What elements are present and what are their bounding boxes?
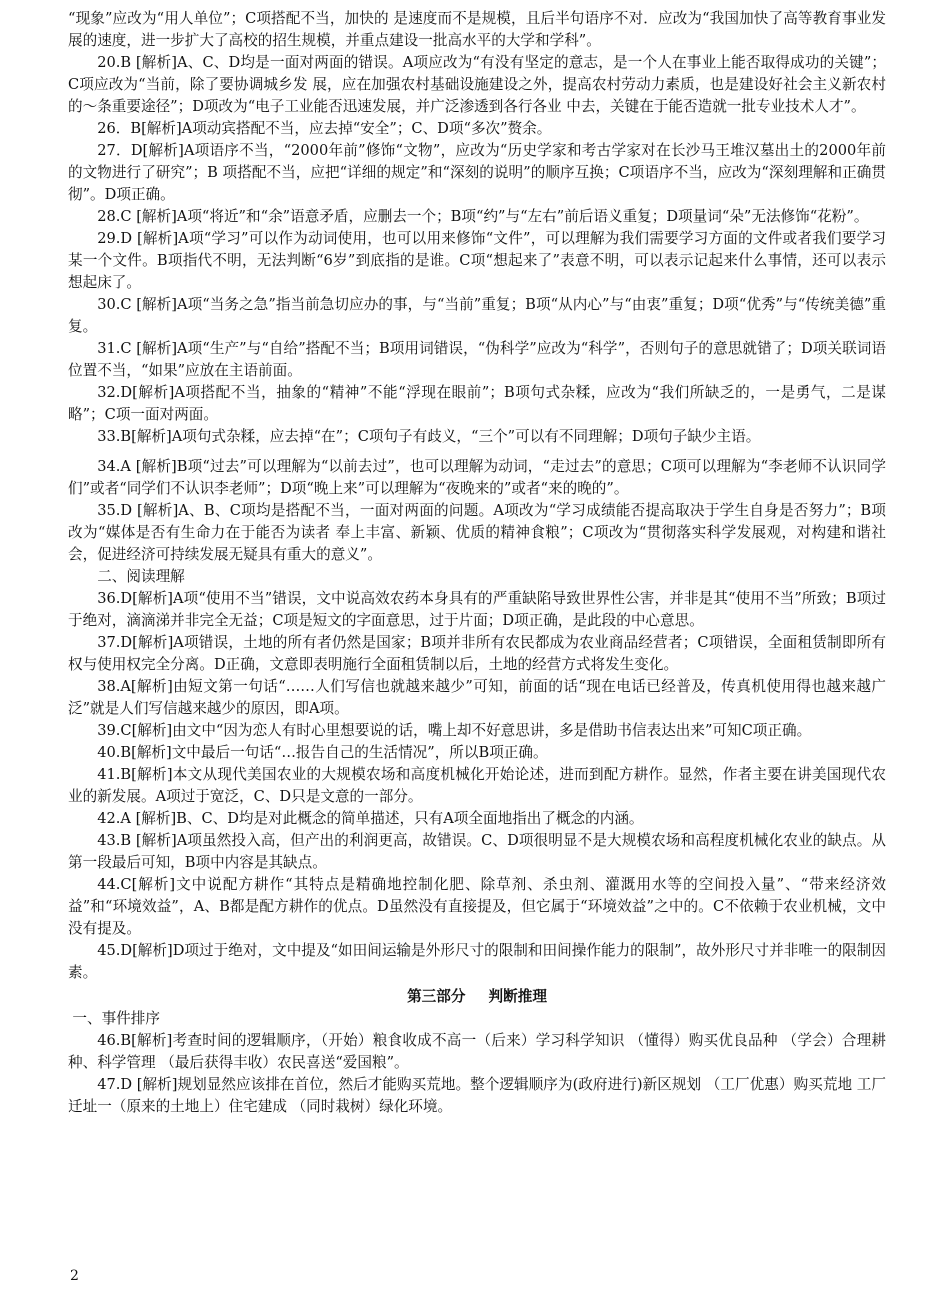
answer-38: 38.A[解析]由短文第一句话“……人们写信也就越来越少”可知，前面的话“现在电话已经普及，传真机使用得也越来越广泛”就是人们写信越来越少的原因，即A项。 xyxy=(68,678,886,717)
answer-42: 42.A [解析]B、C、D均是对此概念的简单描述，只有A项全面地指出了概念的内涵。 xyxy=(97,810,644,827)
document-page xyxy=(68,8,886,1118)
answer-30: 30.C [解析]A项“当务之急”指当前急切应办的事，与“当前”重复；B项“从内心”与“由衷”重复；D项“优秀”与“传统美德”重复。 xyxy=(68,296,886,335)
section-event-order-heading: 一、事件排序 xyxy=(72,1010,160,1027)
answer-26: 26．B[解析]A项动宾搭配不当，应去掉“安全”；C、D项“多次”赘余。 xyxy=(97,120,552,137)
answer-29: 29.D [解析]A项“学习”可以作为动词使用，也可以用来修饰“文件”，可以理解为我们需要学习方面的文件或者我们要学习某一个文件。B项指代不明，无法判断“6岁”到底指的是谁。C项“想起来了”表意不明，可以表示记起来什么事情，还可以表示想起床了。 xyxy=(68,230,886,291)
answer-41: 41.B[解析]本文从现代美国农业的大规模农场和高度机械化开始论述，进而到配方耕作。显然，作者主要在讲美国现代农业的新发展。A项过于宽泛，C、D只是文意的一部分。 xyxy=(68,766,886,805)
answer-37: 37.D[解析]A项错误，土地的所有者仍然是国家；B项并非所有农民都成为农业商品经营者；C项错误，全面租赁制即所有权与使用权完全分离。D正确，文意即表明施行全面租赁制以后，土地的经营方式将发生变化。 xyxy=(68,634,886,673)
answer-33: 33.B[解析]A项句式杂糅，应去掉“在”；C项句子有歧义，“三个”可以有不同理解；D项句子缺少主语。 xyxy=(97,428,761,445)
answer-39: 39.C[解析]由文中“因为恋人有时心里想要说的话，嘴上却不好意思讲，多是借助书信表达出来”可知C项正确。 xyxy=(97,722,812,739)
answer-20: 20.B [解析]A、C、D均是一面对两面的错误。A项应改为“有没有坚定的意志，是一个人在事业上能否取得成功的关键”；C项应改为“当前，除了要协调城乡发 展，应在加强农村基础设施建设之外，提高农村劳动力素质，也是建设好社会主义新农村的～条重要途径”；D项改为“电子工业能否迅速发展，并广泛渗透到各行各业 中去，关键在于能否造就一批专业技术人才”。 xyxy=(68,54,886,115)
answer-31: 31.C [解析]A项“生产”与“自给”搭配不当；B项用词错误，“伪科学”应改为“科学”，否则句子的意思就错了；D项关联词语位置不当，“如果”应放在主语前面。 xyxy=(68,340,886,379)
answer-44: 44.C[解析]文中说配方耕作“其特点是精确地控制化肥、除草剂、杀虫剂、灌溉用水等的空间投入量”、“带来经济效益”和“环境效益”，A、B都是配方耕作的优点。D虽然没有直接提及，但它属于“环境效益”之中的。C不依赖于农业机械，文中没有提及。 xyxy=(68,876,886,937)
answer-27: 27．D[解析]A项语序不当，“2000年前”修饰“文物”，应改为“历史学家和考古学家对在长沙马王堆汉墓出土的2000年前的文物进行了研究”；B 项搭配不当，应把“详细的规定”和“深刻的说明”的顺序互换；C项语序不当，应改为“深刻理解和正确贯彻”。D项正确。 xyxy=(68,142,886,203)
answer-45: 45.D[解析]D项过于绝对，文中提及“如田间运输是外形尺寸的限制和田间操作能力的限制”，故外形尺寸并非唯一的限制因素。 xyxy=(68,942,886,981)
answer-19-continued: “现象”应改为“用人单位”；C项搭配不当，加快的 是速度而不是规模，且后半句语序不对．应改为“我国加快了高等教育事业发展的速度，进一步扩大了高校的招生规模，并重点建设一批高水平的大学和学科”。 xyxy=(68,10,886,49)
gap-1 xyxy=(68,448,886,456)
answer-36: 36.D[解析]A项“使用不当”错误，文中说高效农药本身具有的严重缺陷导致世界性公害，并非是其“使用不当”所致；B项过于绝对，滴滴涕并非完全无益；C项是短文的字面意思，过于片面；D项正确，是此段的中心意思。 xyxy=(68,590,886,629)
answer-47: 47.D [解析]规划显然应该排在首位，然后才能购买荒地。整个逻辑顺序为(政府进行)新区规划 （工厂优惠）购买荒地 工厂迁址一（原来的土地上）住宅建成 （同时栽树）绿化环境。 xyxy=(68,1076,886,1115)
part-three-heading: 第三部分 判断推理 xyxy=(407,988,547,1005)
page-number: 2 xyxy=(70,1268,79,1284)
answer-43: 43.B [解析]A项虽然投入高，但产出的利润更高，故错误。C、D项很明显不是大规模农场和高程度机械化农业的缺点。从第一段最后可知，B项中内容是其缺点。 xyxy=(68,832,886,871)
answer-32: 32.D[解析]A项搭配不当，抽象的“精神”不能“浮现在眼前”；B项句式杂糅，应改为“我们所缺乏的，一是勇气，二是谋略”；C项一面对两面。 xyxy=(68,384,886,423)
answer-28: 28.C [解析]A项“将近”和“余”语意矛盾，应删去一个；B项“约”与“左右”前后语义重复；D项量词“朵”无法修饰“花粉”。 xyxy=(97,208,869,225)
answer-40: 40.B[解析]文中最后一句话“…报告自己的生活情况”，所以B项正确。 xyxy=(97,744,548,761)
answer-46: 46.B[解析]考查时间的逻辑顺序，（开始）粮食收成不高一（后来）学习科学知识 （懂得）购买优良品种 （学会）合理耕种、科学管理 （最后获得丰收）农民喜送“爱国粮”。 xyxy=(68,1032,886,1071)
section-reading-heading: 二、阅读理解 xyxy=(97,568,185,585)
answer-34: 34.A [解析]B项“过去”可以理解为“以前去过”，也可以理解为动词，“走过去”的意思；C项可以理解为“李老师不认识同学们”或者“同学们不认识李老师”；D项“晚上来”可以理解为“夜晚来的”或者“来的晚的”。 xyxy=(68,458,886,497)
answer-35: 35.D [解析]A、B、C项均是搭配不当，一面对两面的问题。A项改为“学习成绩能否提高取决于学生自身是否努力”；B项改为“媒体是否有生命力在于能否为读者 奉上丰富、新颖、优质的精神食粮”；C项改为“贯彻落实科学发展观，对构建和谐社会，促进经济可持续发展无疑具有重大的意义”。 xyxy=(68,502,886,563)
